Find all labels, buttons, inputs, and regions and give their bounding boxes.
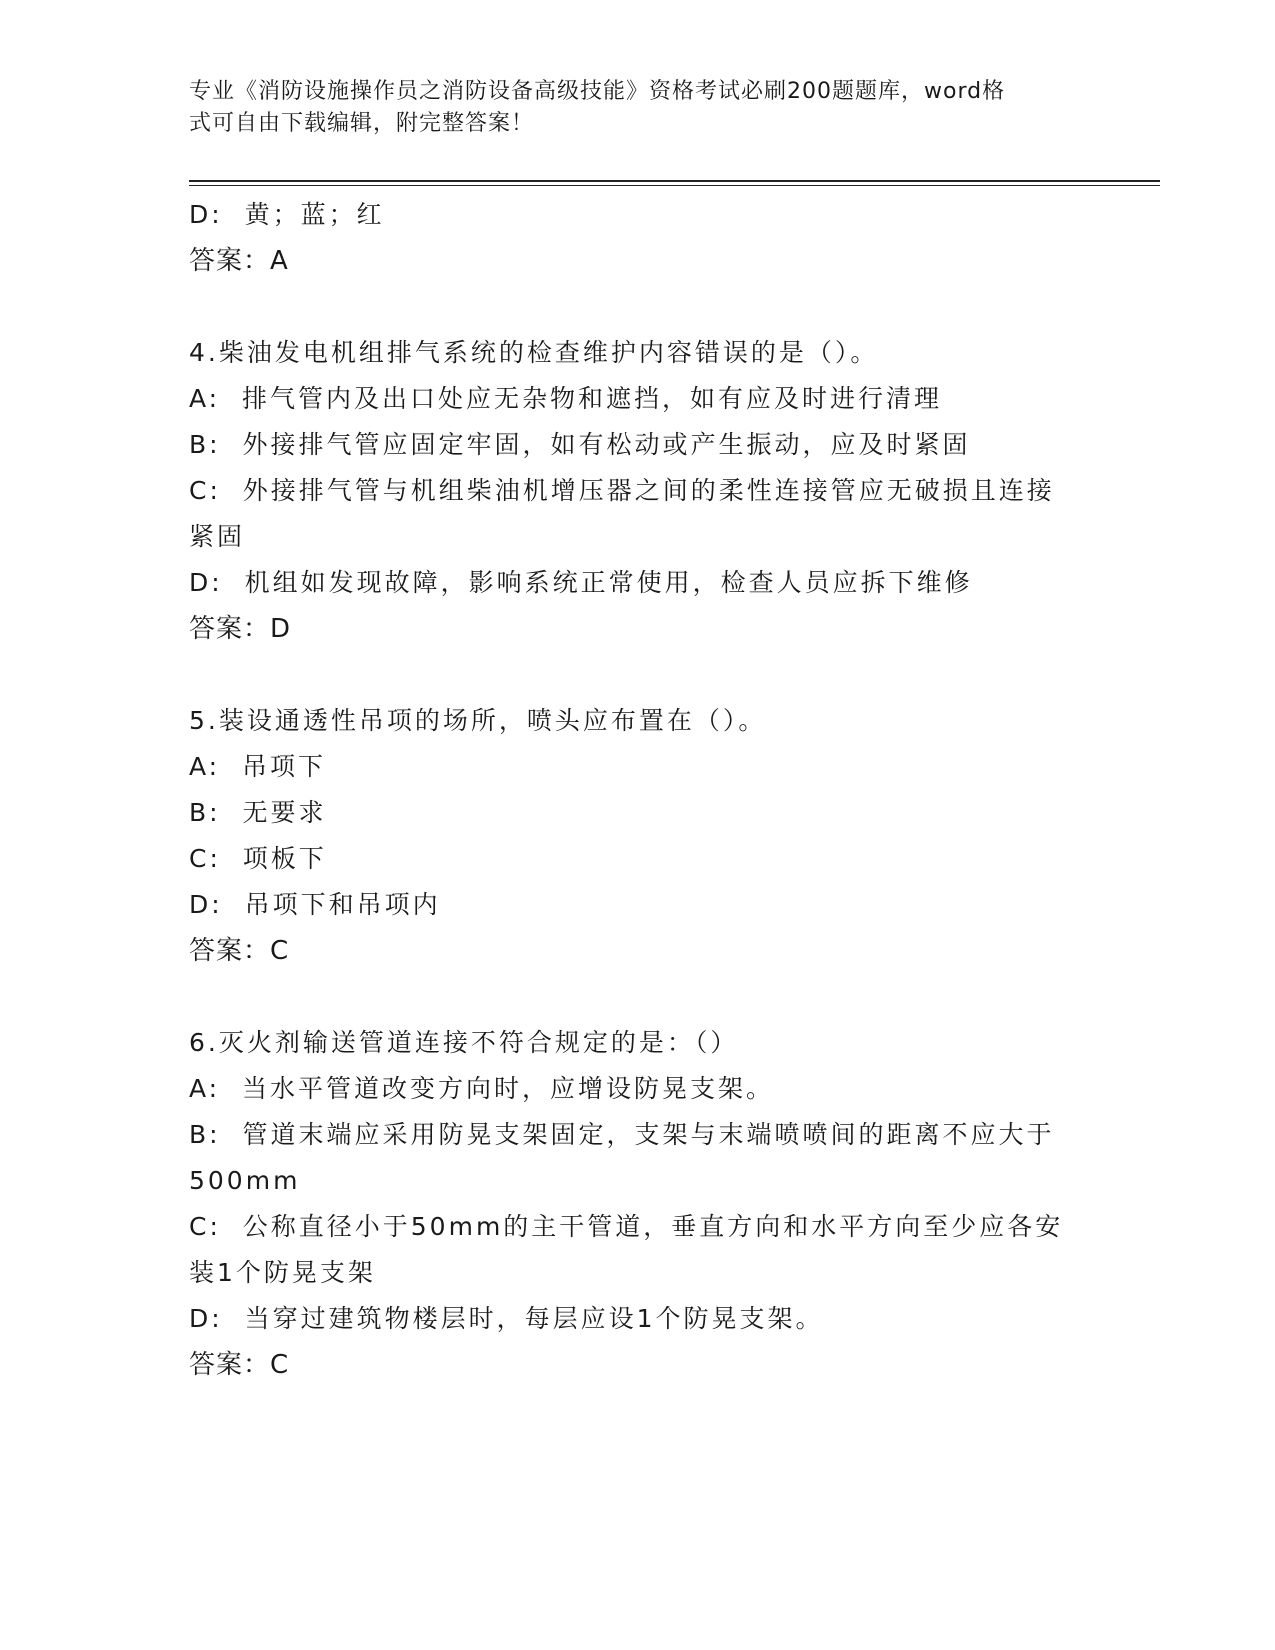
option-c: C: 项板下	[189, 844, 327, 873]
header-rule-thick	[189, 180, 1160, 182]
question-stem: 5.装设通透性吊项的场所，喷头应布置在（）。	[189, 706, 767, 735]
answer: 答案：C	[189, 1350, 290, 1380]
option-d: D: 机组如发现故障，影响系统正常使用，检查人员应拆下维修	[189, 568, 973, 597]
document-header	[189, 76, 1089, 140]
question-5	[189, 698, 1089, 974]
header-line-2: 式可自由下载编辑，附完整答案！	[189, 111, 535, 136]
option-c: C: 公称直径小于50mm的主干管道，垂直方向和水平方向至少应各安	[189, 1212, 1064, 1241]
header-line-1: 专业《消防设施操作员之消防设备高级技能》资格考试必刷200题题库，word格	[189, 79, 1006, 104]
question-3-tail	[189, 192, 1089, 284]
option-c-continued: 紧固	[189, 522, 246, 551]
option-a: A: 当水平管道改变方向时，应增设防晃支架。	[189, 1074, 774, 1103]
option-b: B: 外接排气管应固定牢固，如有松动或产生振动，应及时紧固	[189, 430, 971, 459]
question-stem: 6.灭火剂输送管道连接不符合规定的是：（）	[189, 1028, 739, 1057]
header-rule-thin	[189, 185, 1160, 186]
question-4	[189, 330, 1089, 652]
answer: 答案：D	[189, 614, 292, 644]
answer: 答案：A	[189, 246, 289, 276]
option-c: C: 外接排气管与机组柴油机增压器之间的柔性连接管应无破损且连接	[189, 476, 1055, 505]
option-b: B: 管道末端应采用防晃支架固定，支架与末端喷喷间的距离不应大于	[189, 1120, 1055, 1149]
option-d: D: 吊项下和吊项内	[189, 890, 441, 919]
option-b: B: 无要求	[189, 798, 327, 827]
answer: 答案：C	[189, 936, 290, 966]
option-a: A: 吊项下	[189, 752, 326, 781]
spacer	[189, 284, 1089, 330]
option-a: A: 排气管内及出口处应无杂物和遮挡，如有应及时进行清理	[189, 384, 942, 413]
question-6	[189, 1020, 1089, 1388]
option-c-continued: 装1个防晃支架	[189, 1258, 376, 1287]
option-d: D: 黄；蓝；红	[189, 200, 385, 229]
option-b-continued: 500mm	[189, 1166, 301, 1195]
question-stem: 4.柴油发电机组排气系统的检查维护内容错误的是（）。	[189, 338, 879, 367]
option-d: D: 当穿过建筑物楼层时，每层应设1个防晃支架。	[189, 1304, 824, 1333]
spacer	[189, 652, 1089, 698]
question-list	[189, 192, 1089, 1388]
spacer	[189, 974, 1089, 1020]
